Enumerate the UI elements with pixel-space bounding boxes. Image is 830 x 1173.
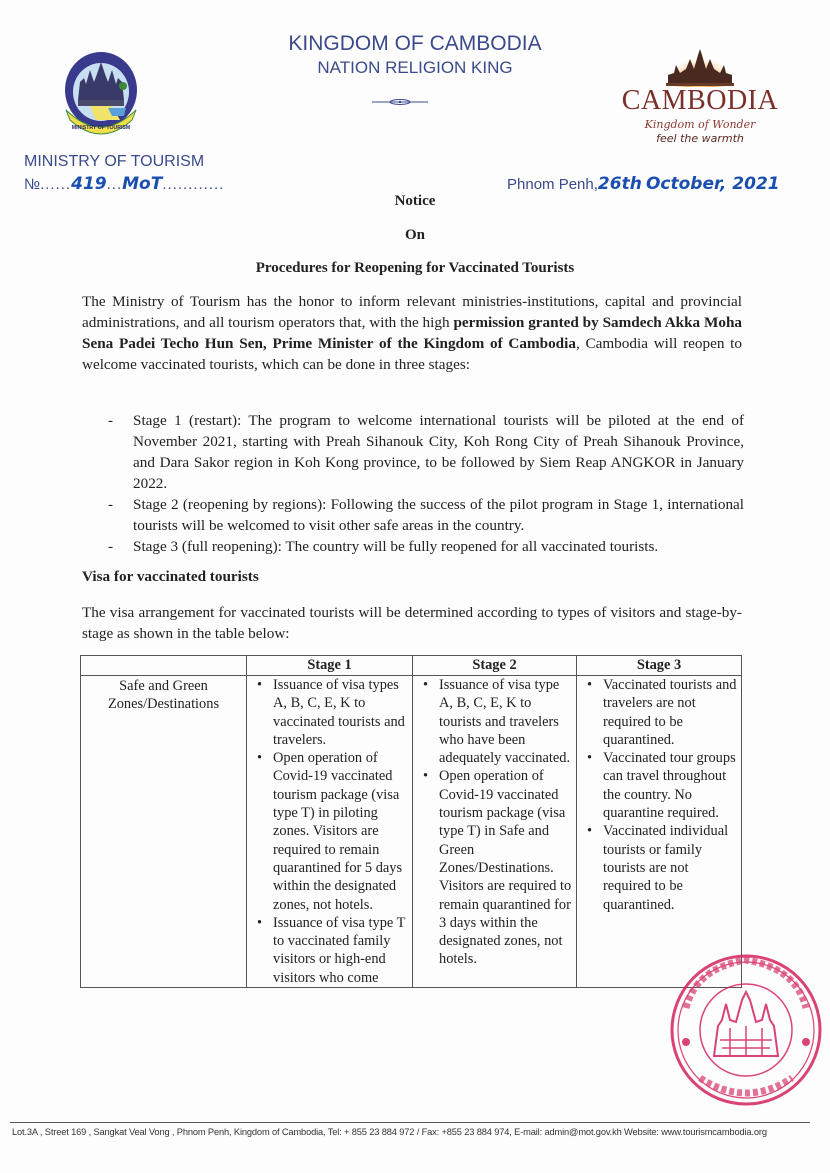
list-item: • Issuance of visa types A, B, C, E, K to vaccinated tourists and travelers. — [273, 676, 408, 749]
list-item: • Vaccinated tour groups can travel throughout the country. No quarantine required. — [603, 749, 737, 822]
reference-number — [24, 174, 224, 194]
cell-stage-2 — [413, 676, 577, 988]
svg-text:MINISTRY OF TOURISM: MINISTRY OF TOURISM — [71, 125, 131, 131]
date-day: 26th — [597, 174, 642, 194]
angkor-temple-sunrise-icon — [610, 45, 790, 87]
stage-item-2: - Stage 2 (reopening by regions): Following the success of the pilot program in Stage 1, international tourists will be welcomed to visit other safe areas in the country. — [108, 496, 744, 534]
subject-heading: Procedures for Reopening for Vaccinated Tourists — [255, 260, 575, 276]
stages-list — [108, 410, 744, 557]
place-and-date: Phnom Penh,26th October, 2021 — [507, 174, 780, 194]
list-item: • Open operation of Covid-19 vaccinated tourism package (visa type T) in Safe and Green Zones/Destinations. Visitors are required to remain quarantined for 3 days within the designated zones, not hotels. — [439, 767, 572, 968]
place: Phnom Penh, — [507, 176, 598, 193]
ref-number-handwritten: 419 — [71, 174, 107, 194]
stage-item-1: - Stage 1 (restart): The program to welcome international tourists will be piloted at the end of November 2021, starting with Preah Sihanouk City, Koh Rong City of Preah Sihanouk Province, and Dara Sakor region in Koh Kong province, to be followed by Siem Reap ANGKOR in January 2022. — [108, 412, 744, 492]
brand-tagline-wonder: Kingdom of Wonder — [644, 118, 756, 131]
on-heading: On — [404, 227, 425, 243]
table-header-stage-3: Stage 3 — [577, 656, 742, 676]
list-item: • Issuance of visa type T to vaccinated family visitors or high-end visitors who come — [273, 914, 408, 987]
row-label-safe-green-zones: Safe and Green Zones/Destinations — [81, 676, 247, 988]
stage-item-3: - Stage 3 (full reopening): The country will be fully reopened for all vaccinated tourists. — [108, 538, 659, 555]
table-header-row — [81, 656, 742, 676]
notice-heading: Notice — [394, 193, 436, 209]
brand-tagline-warmth: feel the warmth — [656, 132, 744, 145]
date-year: 2021 — [732, 174, 780, 194]
ornament-divider-icon — [372, 99, 428, 105]
table-header-empty — [81, 656, 247, 676]
ref-suffix-handwritten: MoT — [122, 174, 163, 194]
visa-section-intro: The visa arrangement for vaccinated tourists will be determined according to types of visitors and stage-by-stage as shown in the table below: — [82, 604, 742, 642]
date-month: October — [645, 174, 720, 194]
ref-dots: ... — [106, 176, 123, 193]
intro-bold-permission: permission granted by Samdech Akka Moha Sena Padei Techo Hun Sen, Prime Minister of the Kingdom of Cambodia — [82, 314, 742, 352]
header-title-kingdom: KINGDOM OF CAMBODIA — [288, 32, 542, 55]
list-item: • Issuance of visa type A, B, C, E, K to tourists and travelers who have been adequately vaccinated. — [439, 676, 572, 767]
list-item: • Open operation of Covid-19 vaccinated tourism package (visa type T) in piloting zones. Visitors are required to remain quarantined for 5 days within the designated zones, not hotels. — [273, 749, 408, 914]
official-seal-stamp-icon — [656, 948, 824, 1106]
list-item: • Vaccinated tourists and travelers are not required to be quarantined. — [603, 676, 737, 749]
visa-table — [80, 655, 742, 988]
cell-stage-3 — [577, 676, 742, 988]
table-header-stage-1: Stage 1 — [247, 656, 413, 676]
table-row — [81, 676, 742, 988]
visa-section-title: Visa for vaccinated tourists — [82, 568, 259, 585]
footer-contact: Lot.3A , Street 169 , Sangkat Veal Vong , Phnom Penh, Kingdom of Cambodia, Tel: + 855 23 884 972 / Fax: +855 23 884 974, E-mail: admin@mot.gov.kh Website: www.tourismcambodia.org — [12, 1127, 767, 1137]
header-motto: NATION RELIGION KING — [317, 58, 513, 77]
intro-paragraph — [82, 291, 742, 375]
intro-text-2: , Cambodia will reopen to welcome vaccinated tourists, which can be done in three stages: — [82, 335, 742, 373]
ministry-name: MINISTRY OF TOURISM — [24, 153, 205, 170]
intro-text-1: The Ministry of Tourism has the honor to inform relevant ministries-institutions, capital and provincial administrations, and all tourism operators that, with the high — [82, 293, 742, 331]
cell-stage-1 — [247, 676, 413, 988]
footer-divider — [10, 1122, 810, 1123]
list-item: • Vaccinated individual tourists or family tourists are not required to be quarantined. — [603, 822, 737, 913]
ref-dots: ...... — [40, 176, 72, 193]
ref-prefix: № — [24, 176, 41, 193]
brand-name: CAMBODIA — [621, 85, 779, 116]
cambodia-brand-logo — [610, 45, 790, 155]
table-header-stage-2: Stage 2 — [413, 656, 577, 676]
ministry-of-tourism-seal-icon — [60, 48, 142, 138]
ref-dots: ............ — [162, 176, 225, 193]
